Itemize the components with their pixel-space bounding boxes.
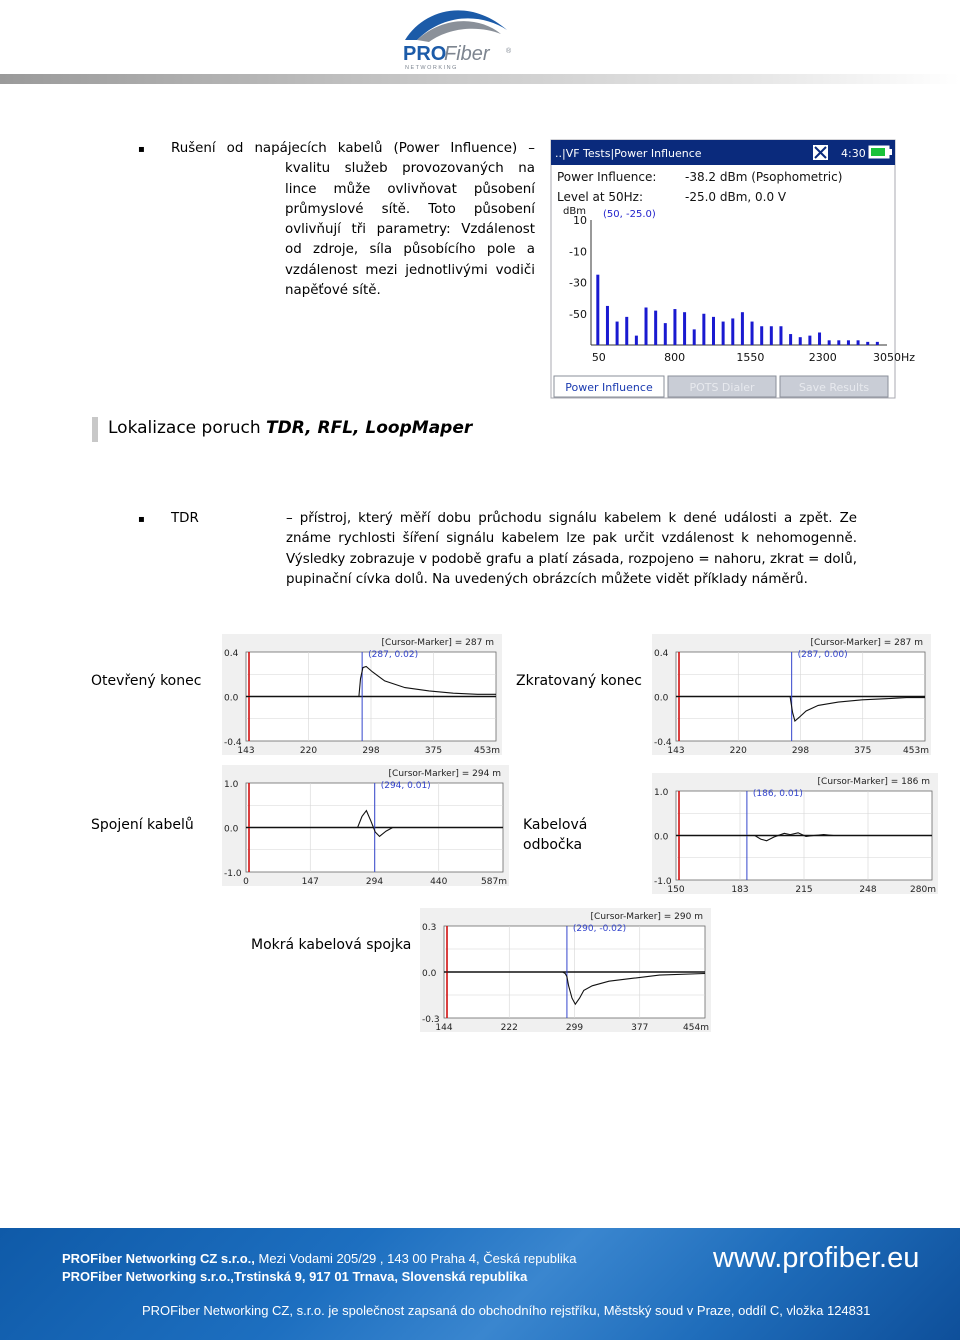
- y-tick-label: 0.0: [224, 824, 239, 835]
- x-tick-label: 222: [500, 1023, 518, 1033]
- x-tick-label: 144: [435, 1023, 453, 1033]
- y-tick-label: 1.0: [654, 788, 669, 798]
- device-screen: [551, 140, 916, 398]
- logo-registered: ®: [506, 48, 512, 55]
- pi-bar: [616, 322, 619, 345]
- y-tick-label: 0.3: [422, 923, 437, 933]
- x-tick-label: 587m: [481, 877, 507, 887]
- logo-pro: PRO: [403, 43, 447, 65]
- pi-y-tick: -10: [569, 245, 587, 259]
- power-influence-value: -38.2 dBm (Psophometric): [685, 170, 843, 184]
- footer-address-cz: [62, 1251, 576, 1266]
- screen-title: ..|VF Tests|Power Influence: [555, 147, 702, 160]
- footer-company-cz: PROFiber Networking CZ s.r.o.,: [62, 1251, 255, 1266]
- y-tick-label: 0.4: [224, 649, 239, 659]
- x-tick-label: 299: [565, 1023, 584, 1033]
- section-bar: [92, 417, 98, 442]
- tab-power-influence-label: Power Influence: [565, 381, 653, 394]
- caption-splice: Spojení kabelů: [91, 817, 194, 833]
- mute-icon: [813, 145, 828, 160]
- power-influence-label: Power Influence:: [557, 170, 657, 184]
- x-tick-label: 215: [795, 885, 813, 895]
- tdr-chart-splice: [222, 765, 509, 886]
- section-title-bold: TDR, RFL, LoopMaper: [266, 418, 473, 438]
- pi-bar: [760, 326, 763, 345]
- x-tick-label: 453m: [474, 746, 500, 756]
- y-tick-label: 0.0: [224, 693, 239, 704]
- battery-icon: [869, 146, 892, 158]
- x-tick-label: 453m: [903, 746, 929, 756]
- pi-x-tick: 800: [664, 351, 686, 364]
- pi-bar: [837, 340, 840, 345]
- bullet-marker: ▪: [138, 144, 145, 155]
- pi-bar: [779, 326, 782, 345]
- power-influence-screen: [551, 140, 916, 398]
- logo-networking: N E T W O R K I N G: [405, 65, 457, 71]
- power-influence-paragraph: Rušení od napájecích kabelů (Power Influence) – kvalitu služeb provozovaných na lince může ovlivňovat působení průmyslové sítě. Toto působení ovlivňují tři parametry: Vzdálenost od zdroje, síla působícího pole a vzdálenost mezi jednotlivými vodiči napěťové sítě.: [171, 141, 535, 299]
- cursor-readout: (294, 0.01): [380, 781, 431, 791]
- x-tick-label: 220: [729, 746, 747, 756]
- footer-address-cz-rest: Mezi Vodami 205/29 , 143 00 Praha 4, Česká republika: [254, 1251, 577, 1266]
- pi-bar: [722, 322, 725, 345]
- footer-register-note: PROFiber Networking CZ, s.r.o. je společnost zapsaná do obchodního rejstříku, Městský soud v Praze, oddíl C, vložka 124831: [142, 1303, 871, 1318]
- pi-x-tick: 50: [591, 351, 606, 364]
- pi-bar: [770, 326, 773, 345]
- y-tick-label: 0.4: [654, 649, 669, 659]
- x-tick-label: 375: [424, 746, 443, 756]
- pi-bar: [866, 342, 869, 345]
- x-tick-label: 183: [731, 885, 749, 895]
- x-tick-label: 440: [430, 877, 448, 887]
- tdr-description: – přístroj, který měří dobu průchodu signálu kabelem k dené události a zpět. Ze známe rychlosti šíření signálu kabelem lze pak určit vzdálenost k nehomogenně. Výsledky zobrazuje v podobě grafu a platí zásada, rozpojeno = nahoru, zkrat = dolů, pupinační cívka dolů. Na uvedených obrázcích můžete vidět příklady náměrů.: [286, 511, 857, 587]
- screen-unit: dBm: [563, 206, 586, 217]
- screen-cursor: (50, -25.0): [603, 209, 656, 220]
- tdr-chart-wet-splice: [420, 908, 711, 1032]
- caption-open-end: Otevřený konec: [91, 673, 202, 689]
- pi-bar: [606, 306, 609, 345]
- x-tick-label: 248: [859, 885, 877, 895]
- cursor-readout: (287, 0.02): [368, 650, 419, 660]
- screen-tabs: [554, 376, 888, 397]
- cursor-readout: (287, 0.00): [797, 650, 848, 660]
- pi-bar: [635, 336, 638, 345]
- x-tick-label: 375: [854, 746, 872, 756]
- pi-bar: [808, 336, 811, 345]
- pi-bar: [645, 308, 648, 346]
- y-tick-label: -1.0: [654, 877, 672, 887]
- pi-x-tick: 3050Hz: [873, 351, 916, 364]
- caption-wet-splice: Mokrá kabelová spojka: [251, 937, 412, 953]
- pi-y-tick: -30: [569, 276, 587, 290]
- pi-bar: [847, 340, 850, 345]
- pi-bar: [799, 337, 802, 345]
- pi-bar: [673, 309, 676, 345]
- tab-save-results-label: Save Results: [798, 381, 870, 394]
- section-title-plain: Lokalizace poruch: [108, 418, 267, 438]
- tdr-term: TDR: [171, 511, 199, 526]
- pi-x-tick: 2300: [808, 351, 837, 364]
- tab-pots-dialer-label: POTS Dialer: [689, 381, 755, 394]
- caption-bridge-tap: Kabelová odbočka: [523, 817, 588, 853]
- x-tick-label: 454m: [683, 1023, 709, 1033]
- x-tick-label: 143: [667, 746, 685, 756]
- cursor-annotation: [Cursor-Marker] = 186 m: [817, 777, 930, 787]
- level-50hz-value: -25.0 dBm, 0.0 V: [685, 190, 787, 204]
- pi-bar: [625, 317, 628, 345]
- y-tick-label: 0.0: [654, 832, 669, 843]
- tdr-chart-short: [652, 634, 931, 755]
- pi-y-tick: -50: [569, 307, 587, 321]
- x-tick-label: 377: [631, 1023, 649, 1033]
- pi-y-tick: 10: [573, 214, 587, 227]
- pi-bar: [828, 340, 831, 345]
- y-tick-label: -0.4: [224, 738, 242, 748]
- pi-bar: [741, 312, 744, 345]
- y-tick-label: -1.0: [224, 869, 242, 879]
- cursor-readout: (186, 0.01): [752, 789, 803, 799]
- x-tick-label: 298: [791, 746, 810, 756]
- y-tick-label: 0.0: [422, 969, 437, 979]
- pi-bar: [596, 275, 599, 345]
- pi-bar: [654, 311, 657, 345]
- x-tick-label: 298: [362, 746, 380, 756]
- pi-bar: [693, 329, 696, 345]
- logo-swoosh-icon: [395, 0, 525, 72]
- cursor-annotation: [Cursor-Marker] = 290 m: [590, 912, 703, 922]
- pi-bar: [664, 323, 667, 345]
- y-tick-label: 0.0: [654, 693, 669, 704]
- pi-bar: [702, 314, 705, 345]
- pi-bar: [818, 333, 821, 346]
- footer: [0, 1228, 960, 1340]
- tdr-chart-bridge-tap: [652, 773, 938, 894]
- cursor-annotation: [Cursor-Marker] = 287 m: [381, 638, 494, 648]
- x-tick-label: 0: [243, 877, 249, 887]
- x-tick-label: 143: [237, 746, 255, 756]
- y-tick-label: 1.0: [224, 780, 239, 790]
- pi-bar: [857, 340, 860, 345]
- power-influence-text: [171, 139, 535, 301]
- level-50hz-label: Level at 50Hz:: [557, 190, 643, 204]
- pi-bar: [683, 312, 686, 345]
- bullet-marker: ▪: [138, 514, 145, 525]
- profiber-logo: [395, 0, 525, 72]
- cursor-annotation: [Cursor-Marker] = 294 m: [388, 769, 501, 779]
- tdr-chart-open-end: [222, 634, 502, 755]
- x-tick-label: 150: [667, 885, 685, 895]
- caption-short: Zkratovaný konec: [516, 673, 642, 689]
- cursor-annotation: [Cursor-Marker] = 287 m: [810, 638, 923, 648]
- footer-address-sk: PROFiber Networking s.r.o.,Trstinská 9, 917 01 Trnava, Slovenská republika: [62, 1269, 528, 1284]
- logo-fiber: Fiber: [444, 43, 490, 65]
- x-tick-label: 147: [301, 877, 319, 887]
- x-tick-label: 280m: [910, 885, 936, 895]
- footer-website-link[interactable]: www.profiber.eu: [713, 1242, 920, 1274]
- pi-bar: [712, 317, 715, 345]
- y-tick-label: -0.3: [422, 1015, 440, 1025]
- pi-x-tick: 1550: [736, 351, 765, 364]
- pi-bar: [731, 318, 734, 345]
- pi-bar: [751, 322, 754, 345]
- screen-time: 4:30: [841, 147, 866, 160]
- section-title: [108, 416, 472, 440]
- header-rule: [0, 74, 960, 84]
- x-tick-label: 294: [365, 877, 384, 887]
- cursor-readout: (290, -0.02): [572, 924, 627, 934]
- y-tick-label: -0.4: [654, 738, 672, 748]
- pi-bar: [876, 342, 879, 345]
- x-tick-label: 220: [299, 746, 318, 756]
- pi-bar: [789, 334, 792, 345]
